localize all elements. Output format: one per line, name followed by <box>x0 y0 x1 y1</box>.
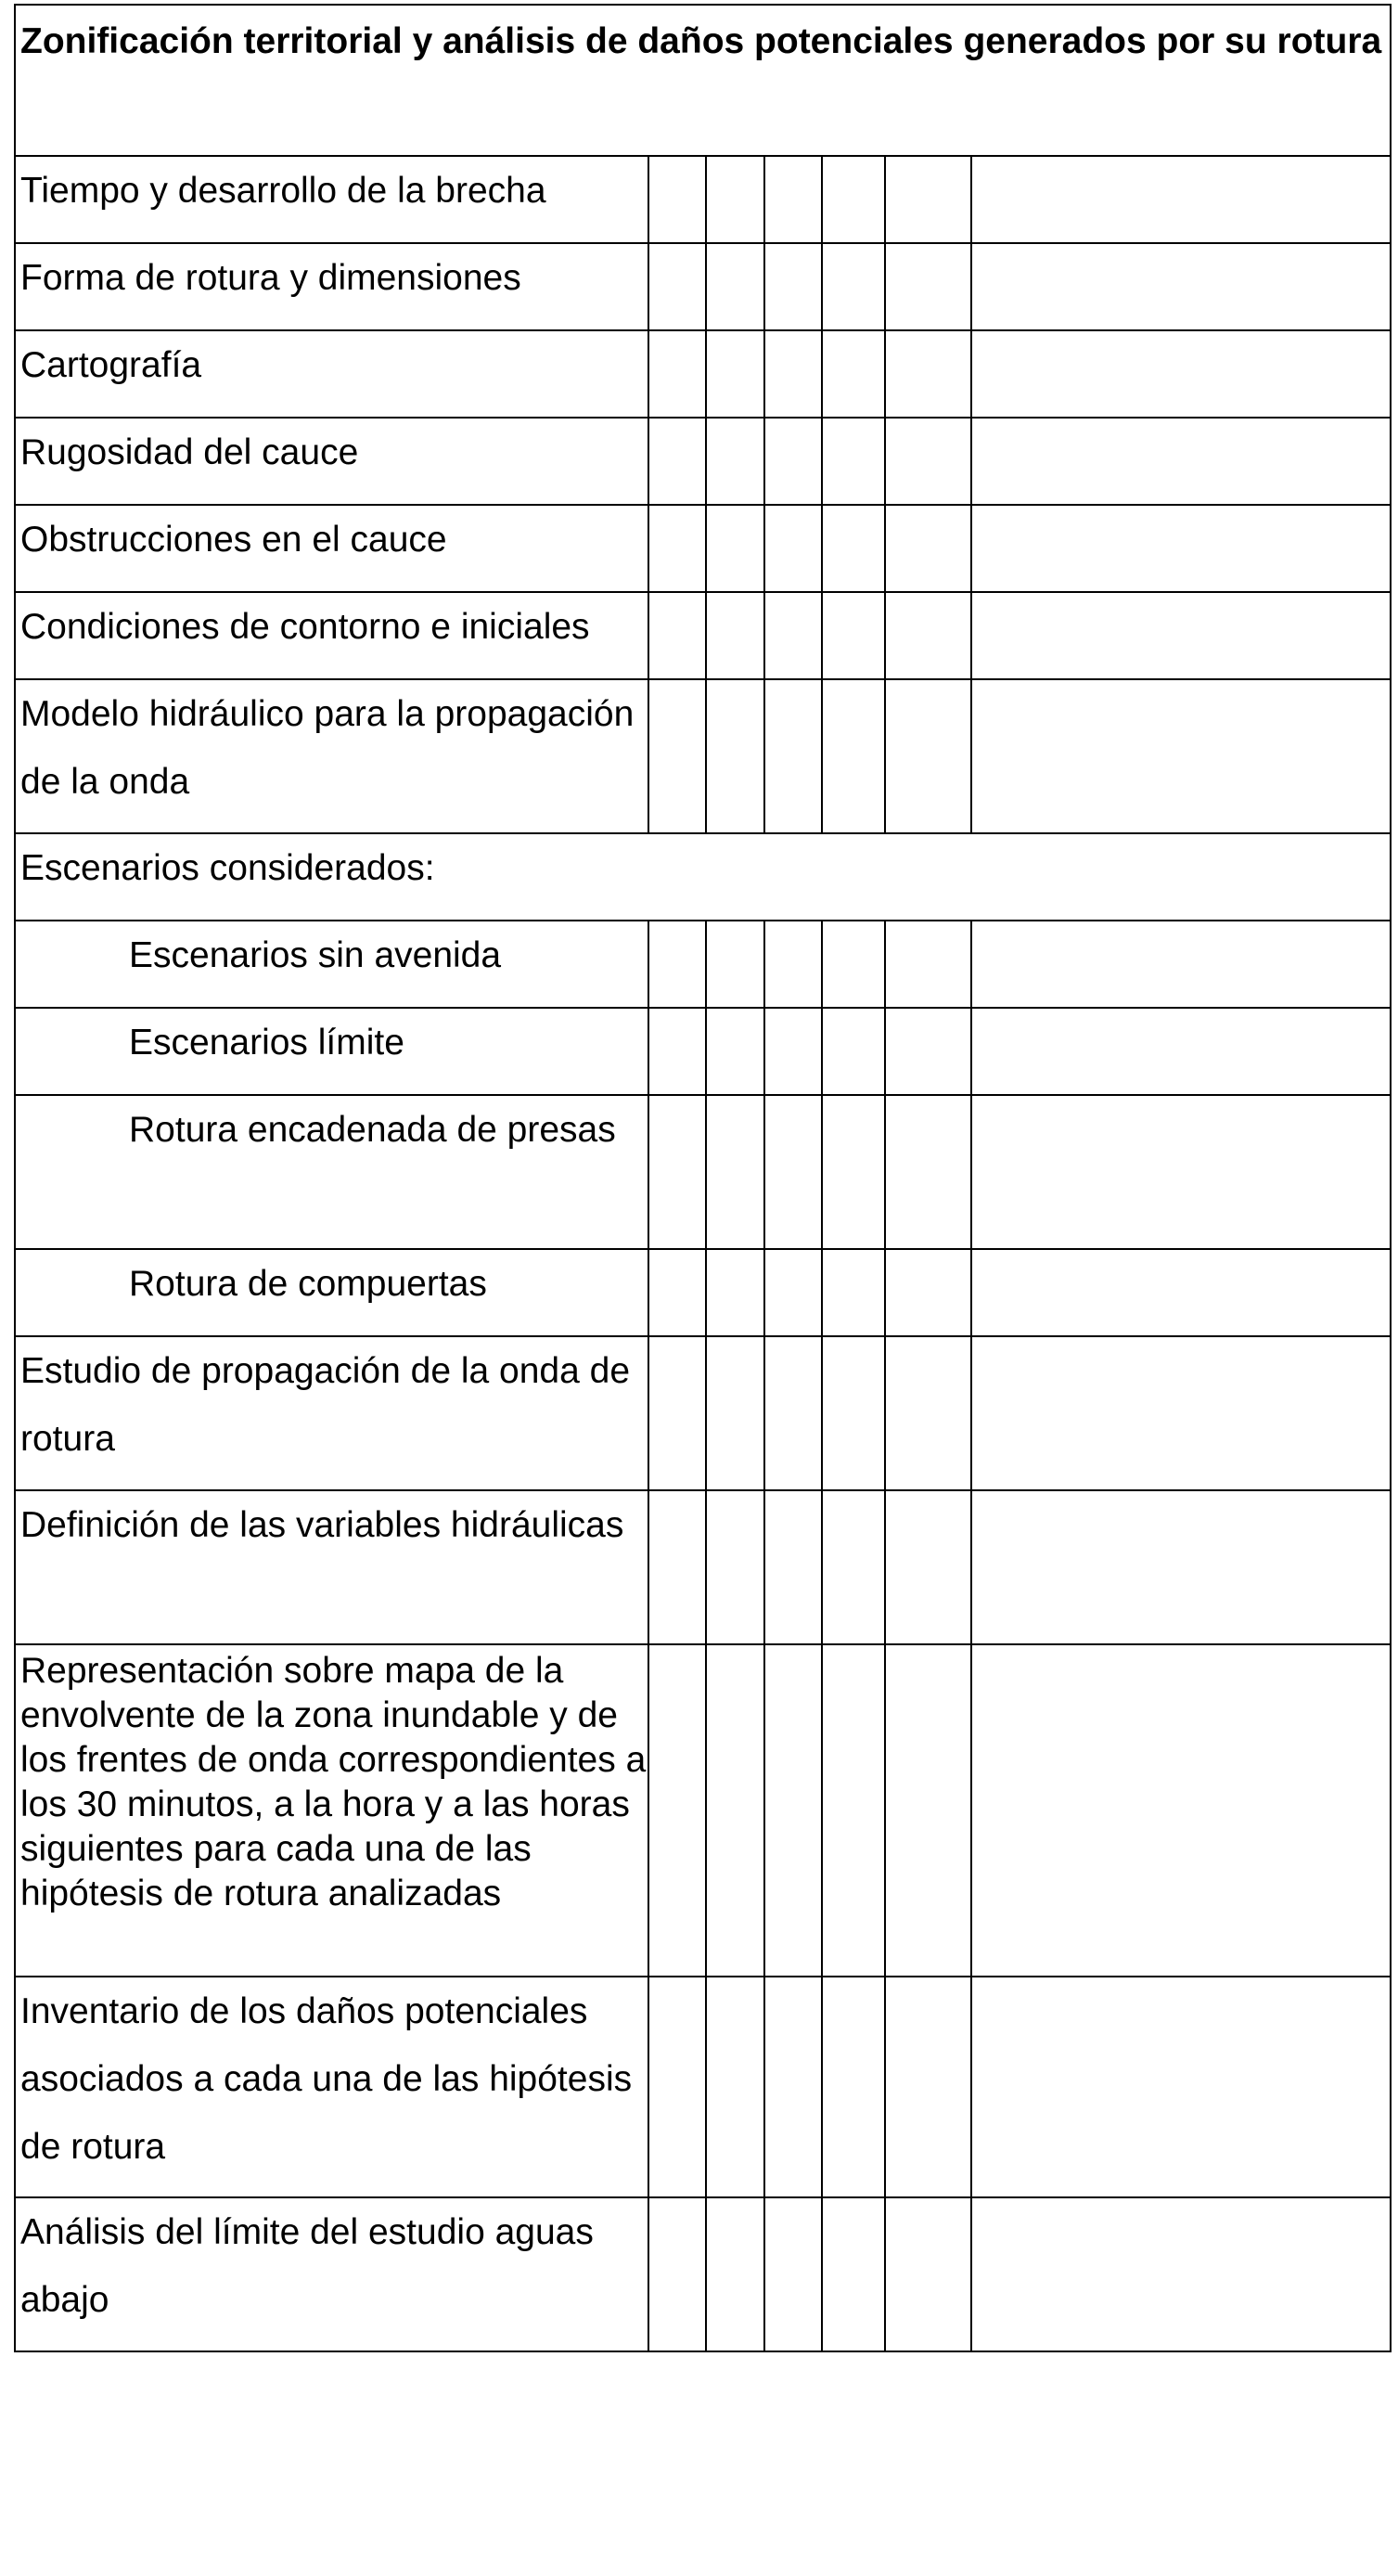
check-cell[interactable] <box>885 1977 971 2197</box>
row-label: Condiciones de contorno e iniciales <box>15 592 648 679</box>
check-cell[interactable] <box>822 330 885 418</box>
check-cell[interactable] <box>706 1977 764 2197</box>
notes-cell[interactable] <box>971 156 1391 243</box>
check-cell[interactable] <box>764 1977 822 2197</box>
notes-cell[interactable] <box>971 243 1391 330</box>
row-label: Forma de rotura y dimensiones <box>15 243 648 330</box>
section-row <box>15 833 1391 921</box>
check-cell[interactable] <box>885 330 971 418</box>
notes-cell[interactable] <box>971 2197 1391 2351</box>
check-cell[interactable] <box>764 418 822 505</box>
row-label: Rotura encadenada de presas <box>15 1095 648 1249</box>
notes-cell[interactable] <box>971 330 1391 418</box>
check-cell[interactable] <box>764 921 822 1008</box>
check-cell[interactable] <box>822 156 885 243</box>
check-cell[interactable] <box>764 2197 822 2351</box>
check-cell[interactable] <box>822 418 885 505</box>
check-cell[interactable] <box>885 1644 971 1977</box>
check-cell[interactable] <box>706 243 764 330</box>
check-cell[interactable] <box>706 330 764 418</box>
notes-cell[interactable] <box>971 1977 1391 2197</box>
notes-cell[interactable] <box>971 418 1391 505</box>
table-row <box>15 330 1391 418</box>
check-cell[interactable] <box>706 505 764 592</box>
check-cell[interactable] <box>822 2197 885 2351</box>
table-row <box>15 592 1391 679</box>
check-cell[interactable] <box>706 1249 764 1336</box>
table-row <box>15 243 1391 330</box>
check-cell[interactable] <box>706 156 764 243</box>
check-cell[interactable] <box>822 1008 885 1095</box>
check-cell[interactable] <box>822 1977 885 2197</box>
notes-cell[interactable] <box>971 592 1391 679</box>
table-row <box>15 1644 1391 1977</box>
check-cell[interactable] <box>648 1977 706 2197</box>
row-label: Modelo hidráulico para la propagación de la onda <box>15 679 648 833</box>
check-cell[interactable] <box>648 243 706 330</box>
check-cell[interactable] <box>885 1336 971 1490</box>
row-label: Representación sobre mapa de la envolvente de la zona inundable y de los frentes de onda correspondientes a los 30 minutos, a la hora y a las horas siguientes para cada una de las hipótesis de rotura analizadas <box>15 1644 648 1977</box>
row-label: Cartografía <box>15 330 648 418</box>
check-cell[interactable] <box>764 1095 822 1249</box>
check-cell[interactable] <box>822 505 885 592</box>
check-cell[interactable] <box>706 592 764 679</box>
table-row <box>15 1490 1391 1644</box>
notes-cell[interactable] <box>971 921 1391 1008</box>
check-cell[interactable] <box>648 330 706 418</box>
check-cell[interactable] <box>764 505 822 592</box>
check-cell[interactable] <box>764 1008 822 1095</box>
check-cell[interactable] <box>885 2197 971 2351</box>
check-cell[interactable] <box>885 679 971 833</box>
check-cell[interactable] <box>764 1644 822 1977</box>
check-cell[interactable] <box>885 921 971 1008</box>
check-cell[interactable] <box>764 679 822 833</box>
table-title: Zonificación territorial y análisis de daños potenciales generados por su rotura <box>15 5 1391 156</box>
table-row <box>15 1977 1391 2197</box>
check-cell[interactable] <box>885 243 971 330</box>
check-cell[interactable] <box>648 1490 706 1644</box>
check-cell[interactable] <box>885 1095 971 1249</box>
check-cell[interactable] <box>764 1490 822 1644</box>
check-cell[interactable] <box>822 1490 885 1644</box>
check-cell[interactable] <box>764 1249 822 1336</box>
table-row <box>15 156 1391 243</box>
check-cell[interactable] <box>648 418 706 505</box>
check-cell[interactable] <box>822 243 885 330</box>
check-cell[interactable] <box>822 592 885 679</box>
check-cell[interactable] <box>706 418 764 505</box>
table-row <box>15 1336 1391 1490</box>
check-cell[interactable] <box>885 156 971 243</box>
check-cell[interactable] <box>706 921 764 1008</box>
check-cell[interactable] <box>706 1095 764 1249</box>
check-cell[interactable] <box>822 1095 885 1249</box>
check-cell[interactable] <box>822 1336 885 1490</box>
row-label: Estudio de propagación de la onda de rotura <box>15 1336 648 1490</box>
check-cell[interactable] <box>706 1490 764 1644</box>
row-label: Inventario de los daños potenciales asociados a cada una de las hipótesis de rotura <box>15 1977 648 2197</box>
row-label: Tiempo y desarrollo de la brecha <box>15 156 648 243</box>
check-cell[interactable] <box>648 1644 706 1977</box>
check-cell[interactable] <box>648 592 706 679</box>
table-row <box>15 418 1391 505</box>
check-cell[interactable] <box>648 156 706 243</box>
table-row <box>15 1249 1391 1336</box>
table-row <box>15 2197 1391 2351</box>
check-cell[interactable] <box>648 505 706 592</box>
check-cell[interactable] <box>764 243 822 330</box>
check-cell[interactable] <box>648 1249 706 1336</box>
row-label: Escenarios límite <box>15 1008 648 1095</box>
check-cell[interactable] <box>706 1008 764 1095</box>
table-row <box>15 505 1391 592</box>
check-cell[interactable] <box>648 921 706 1008</box>
notes-cell[interactable] <box>971 505 1391 592</box>
notes-cell[interactable] <box>971 1095 1391 1249</box>
notes-cell[interactable] <box>971 1249 1391 1336</box>
check-cell[interactable] <box>885 1008 971 1095</box>
check-cell[interactable] <box>648 2197 706 2351</box>
table-row <box>15 1008 1391 1095</box>
check-cell[interactable] <box>648 1336 706 1490</box>
section-label: Escenarios considerados: <box>15 833 1391 921</box>
row-label: Escenarios sin avenida <box>15 921 648 1008</box>
check-cell[interactable] <box>764 592 822 679</box>
check-cell[interactable] <box>885 1249 971 1336</box>
notes-cell[interactable] <box>971 1008 1391 1095</box>
check-cell[interactable] <box>648 679 706 833</box>
notes-cell[interactable] <box>971 1336 1391 1490</box>
notes-cell[interactable] <box>971 1490 1391 1644</box>
check-cell[interactable] <box>706 2197 764 2351</box>
check-cell[interactable] <box>822 1644 885 1977</box>
table-row <box>15 1095 1391 1249</box>
check-cell[interactable] <box>822 921 885 1008</box>
row-label: Obstrucciones en el cauce <box>15 505 648 592</box>
check-cell[interactable] <box>706 679 764 833</box>
check-cell[interactable] <box>764 156 822 243</box>
check-cell[interactable] <box>885 592 971 679</box>
title-row <box>15 5 1391 156</box>
checklist-table <box>14 4 1392 2352</box>
check-cell[interactable] <box>706 1644 764 1977</box>
check-cell[interactable] <box>822 1249 885 1336</box>
check-cell[interactable] <box>648 1008 706 1095</box>
check-cell[interactable] <box>706 1336 764 1490</box>
table-row <box>15 679 1391 833</box>
notes-cell[interactable] <box>971 679 1391 833</box>
row-label: Definición de las variables hidráulicas <box>15 1490 648 1644</box>
row-label: Rotura de compuertas <box>15 1249 648 1336</box>
check-cell[interactable] <box>885 1490 971 1644</box>
row-label: Análisis del límite del estudio aguas abajo <box>15 2197 648 2351</box>
check-cell[interactable] <box>648 1095 706 1249</box>
check-cell[interactable] <box>885 505 971 592</box>
check-cell[interactable] <box>764 1336 822 1490</box>
check-cell[interactable] <box>885 418 971 505</box>
row-label: Rugosidad del cauce <box>15 418 648 505</box>
check-cell[interactable] <box>822 679 885 833</box>
check-cell[interactable] <box>764 330 822 418</box>
notes-cell[interactable] <box>971 1644 1391 1977</box>
table-row <box>15 921 1391 1008</box>
